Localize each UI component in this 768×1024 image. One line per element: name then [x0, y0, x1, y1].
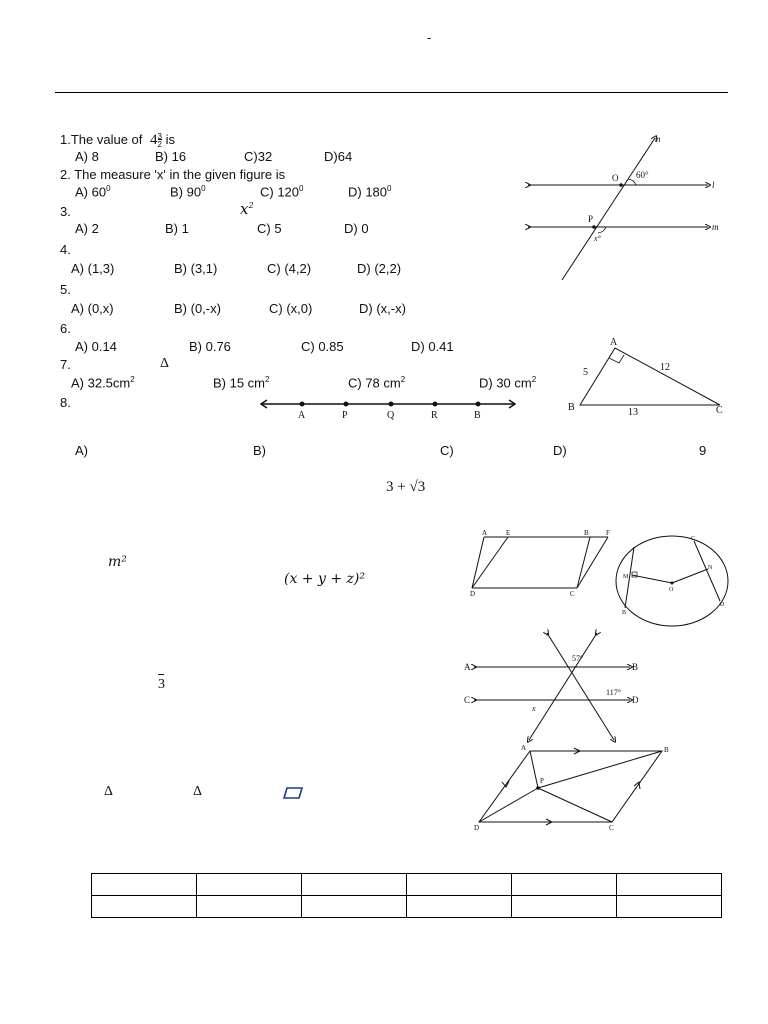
label-x: x°: [594, 234, 601, 243]
q3-option-a[interactable]: A) 2: [75, 221, 99, 236]
question-4-prompt: 4.: [60, 242, 71, 257]
parallelograms-figure: [468, 528, 618, 600]
q3-option-c[interactable]: C) 5: [257, 221, 282, 236]
q7-option-c[interactable]: C) 78 $cm^2$: [348, 375, 406, 391]
label-m: m: [712, 222, 719, 232]
svg-text:C: C: [464, 695, 471, 705]
q5-option-b[interactable]: B) (0,-x): [174, 301, 221, 316]
transversals-figure: [462, 628, 644, 743]
svg-text:C: C: [691, 536, 696, 542]
question-7-prompt: 7.: [60, 357, 71, 372]
svg-text:B: B: [622, 610, 627, 616]
table-cell[interactable]: [197, 896, 302, 918]
svg-text:R: R: [431, 410, 438, 421]
question-7-triangle-symbol: Δ: [160, 356, 170, 371]
question-6-prompt: 6.: [60, 321, 71, 336]
q6-option-d[interactable]: D) 0.41: [411, 339, 454, 354]
svg-text:E: E: [506, 529, 511, 537]
svg-text:A: A: [521, 744, 527, 752]
header-dash: -: [427, 30, 432, 45]
svg-text:13: 13: [628, 407, 638, 418]
q2-option-d[interactable]: D) $180^0$: [348, 184, 392, 200]
answer-table: [91, 873, 722, 918]
q5-option-c[interactable]: C) (x,0): [269, 301, 313, 316]
svg-text:12: 12: [660, 362, 670, 373]
q3-option-d[interactable]: D) 0: [344, 221, 369, 236]
svg-text:P: P: [540, 777, 544, 785]
q5-option-a[interactable]: A) (0,x): [71, 301, 114, 316]
q4-option-d[interactable]: D) (2,2): [357, 261, 402, 276]
q5-option-d[interactable]: D) (x,-x): [359, 301, 406, 316]
parallelogram-icon: [283, 787, 303, 799]
svg-text:57°: 57°: [572, 654, 584, 663]
svg-text:B: B: [664, 746, 669, 754]
svg-text:D: D: [474, 824, 480, 832]
svg-text:C: C: [609, 824, 614, 832]
table-row: [92, 874, 722, 896]
header-rule: [55, 92, 728, 93]
label-angle-60: 60°: [636, 170, 649, 180]
triangle-symbol-2: Δ: [193, 784, 203, 799]
q7-option-b[interactable]: B) 15 $cm^2$: [213, 375, 270, 391]
svg-text:D: D: [720, 602, 725, 608]
expression-3-plus-root-3: 3 + √3: [386, 479, 426, 495]
table-cell[interactable]: [617, 896, 722, 918]
svg-text:P: P: [342, 410, 348, 421]
triangle-symbol-1: Δ: [104, 784, 114, 799]
q1-option-a[interactable]: A) 8: [75, 149, 99, 164]
table-cell[interactable]: [92, 896, 197, 918]
circle-chords-figure: [612, 533, 732, 629]
q6-option-b[interactable]: B) 0.76: [189, 339, 231, 354]
question-1-base: 4: [150, 132, 158, 148]
q1-option-b[interactable]: B) 16: [155, 149, 187, 164]
svg-text:M: M: [623, 574, 629, 580]
svg-text:C: C: [716, 405, 723, 416]
svg-text:x: x: [532, 704, 536, 713]
table-cell[interactable]: [407, 896, 512, 918]
q1-option-c[interactable]: C)32: [244, 149, 273, 164]
svg-text:A: A: [298, 410, 306, 421]
svg-text:O: O: [669, 587, 674, 593]
svg-text:C: C: [570, 590, 575, 598]
svg-text:D: D: [470, 590, 476, 598]
parallel-lines-figure: [520, 130, 730, 290]
question-2-prompt: 2. The measure 'x' in the given figure is: [60, 167, 286, 182]
q2-option-b[interactable]: B) $90^0$: [170, 184, 206, 200]
svg-text:117°: 117°: [606, 688, 621, 697]
question-3-prompt: 3.: [60, 204, 71, 219]
q8-trailing-number: 9: [699, 443, 707, 458]
svg-text:B: B: [584, 529, 589, 537]
q6-option-a[interactable]: A) 0.14: [75, 339, 117, 354]
table-cell[interactable]: [302, 874, 407, 896]
q1-option-d[interactable]: D)64: [324, 149, 353, 164]
svg-text:N: N: [708, 565, 713, 571]
label-O: O: [612, 173, 619, 183]
label-P: P: [588, 214, 594, 224]
label-n: n: [656, 134, 661, 144]
table-row: [92, 896, 722, 918]
q2-option-a[interactable]: A) $60^0$: [75, 184, 111, 200]
q4-option-b[interactable]: B) (3,1): [174, 261, 218, 276]
question-1-prompt: 1.The value of: [60, 132, 143, 147]
table-cell[interactable]: [197, 874, 302, 896]
q4-option-a[interactable]: A) (1,3): [71, 261, 115, 276]
q4-option-c[interactable]: C) (4,2): [267, 261, 312, 276]
expression-cube-root: 3: [158, 677, 165, 693]
svg-text:B: B: [632, 662, 639, 672]
q8-option-d[interactable]: D): [553, 443, 567, 458]
parallelogram-point-figure: [472, 742, 682, 832]
table-cell[interactable]: [407, 874, 512, 896]
q3-option-b[interactable]: B) 1: [165, 221, 189, 236]
question-1: [60, 132, 175, 149]
q2-option-c[interactable]: C) $120^0$: [260, 184, 304, 200]
question-8-prompt: 8.: [60, 395, 71, 410]
label-l: l: [712, 180, 715, 190]
question-3-expression: $x^2$: [240, 200, 254, 218]
svg-text:B: B: [474, 410, 481, 421]
expression-xyz-squared: (x + y + z)²: [284, 571, 365, 587]
svg-text:F: F: [606, 529, 610, 537]
svg-text:Q: Q: [387, 410, 395, 421]
table-cell[interactable]: [512, 874, 617, 896]
table-cell[interactable]: [617, 874, 722, 896]
q8-option-a[interactable]: A): [75, 443, 88, 458]
table-cell[interactable]: [512, 896, 617, 918]
q7-option-a[interactable]: A) $32.5cm^2$: [71, 375, 135, 391]
svg-text:A: A: [482, 529, 488, 537]
q8-option-c[interactable]: C): [440, 443, 454, 458]
table-cell[interactable]: [92, 874, 197, 896]
svg-text:D: D: [632, 695, 639, 705]
svg-text:5: 5: [583, 367, 588, 378]
expression-m-squared: m²: [108, 554, 127, 570]
svg-text:A: A: [610, 337, 618, 348]
number-line-figure: [258, 395, 520, 425]
right-triangle-figure: [560, 335, 730, 425]
svg-text:A: A: [464, 662, 471, 672]
table-cell[interactable]: [302, 896, 407, 918]
q7-option-d[interactable]: D) 30 $cm^2$: [479, 375, 537, 391]
question-5-prompt: 5.: [60, 282, 71, 297]
svg-text:B: B: [568, 402, 575, 413]
question-1-exponent: $\frac{3}{2}$: [157, 131, 162, 149]
question-1-suffix: is: [165, 132, 175, 147]
q6-option-c[interactable]: C) 0.85: [301, 339, 344, 354]
q8-option-b[interactable]: B): [253, 443, 266, 458]
